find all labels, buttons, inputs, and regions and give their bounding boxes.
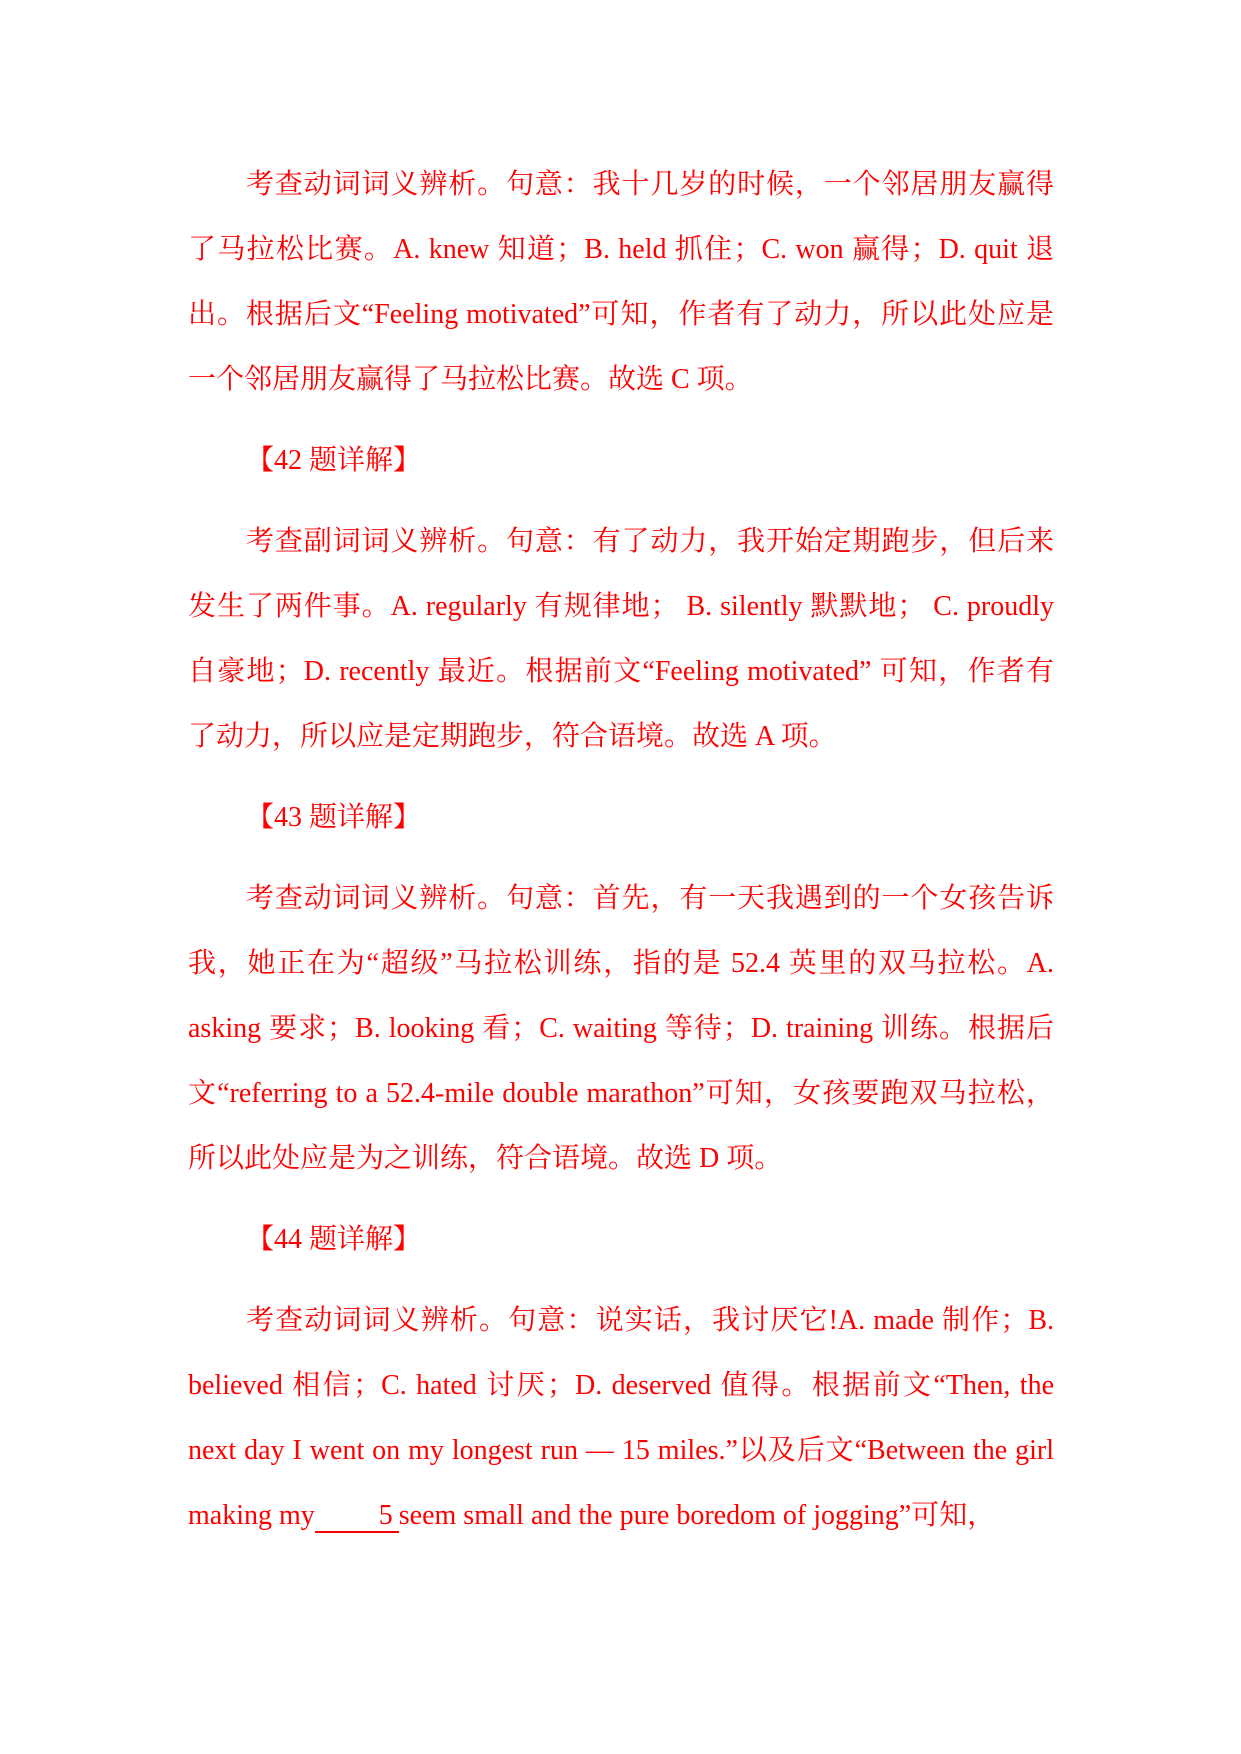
document-body xyxy=(188,152,1054,1548)
question-44-heading: 【44 题详解】 xyxy=(246,1224,422,1255)
spacer xyxy=(188,412,1054,428)
question-43-heading: 【43 题详解】 xyxy=(246,802,422,833)
explanation-43-paragraph: 考查动词词义辨析。句意：首先，有一天我遇到的一个女孩告诉我，她正在为“超级”马拉松训练，指的是 52.4 英里的双马拉松。A. asking 要求；B. looking 看；C. waiting 等待；D. training 训练。根据后文“referring to a 52.4-mile double marathon”可知，女孩要跑双马拉松，所以此处应是为之训练，符合语境。故选 D 项。 xyxy=(188,883,1054,1174)
spacer xyxy=(188,1191,1054,1207)
explanation-42-paragraph: 考查副词词义辨析。句意：有了动力，我开始定期跑步，但后来发生了两件事。A. regularly 有规律地； B. silently 默默地； C. proudly 自豪地；D. recently 最近。根据前文“Feeling motivated” 可知，作者有了动力，所以应是定期跑步，符合语境。故选 A 项。 xyxy=(188,526,1054,752)
explanation-44-paragraph xyxy=(188,1288,1054,1548)
spacer xyxy=(188,1272,1054,1288)
explanation-41-paragraph: 考查动词词义辨析。句意：我十几岁的时候，一个邻居朋友赢得了马拉松比赛。A. knew 知道；B. held 抓住；C. won 赢得；D. quit 退出。根据后文“Feeling motivated”可知，作者有了动力，所以此处应是一个邻居朋友赢得了马拉松比赛。故选 C 项。 xyxy=(188,169,1054,395)
explanation-44-text-after-blank: seem small and the pure boredom of jogging”可知， xyxy=(398,1500,996,1531)
explanation-44-text-before-blank: 考查动词词义辨析。句意：说实话，我讨厌它!A. made 制作；B. believed 相信；C. hated 讨厌；D. deserved 值得。根据前文“Then, the next day I went on my longest run — 15 miles.”以及后文“Between the girl making my xyxy=(188,1305,1054,1531)
spacer xyxy=(188,769,1054,785)
question-42-heading: 【42 题详解】 xyxy=(246,445,422,476)
spacer xyxy=(188,850,1054,866)
spacer xyxy=(188,493,1054,509)
underlined-blank-number: 5 xyxy=(315,1501,399,1533)
